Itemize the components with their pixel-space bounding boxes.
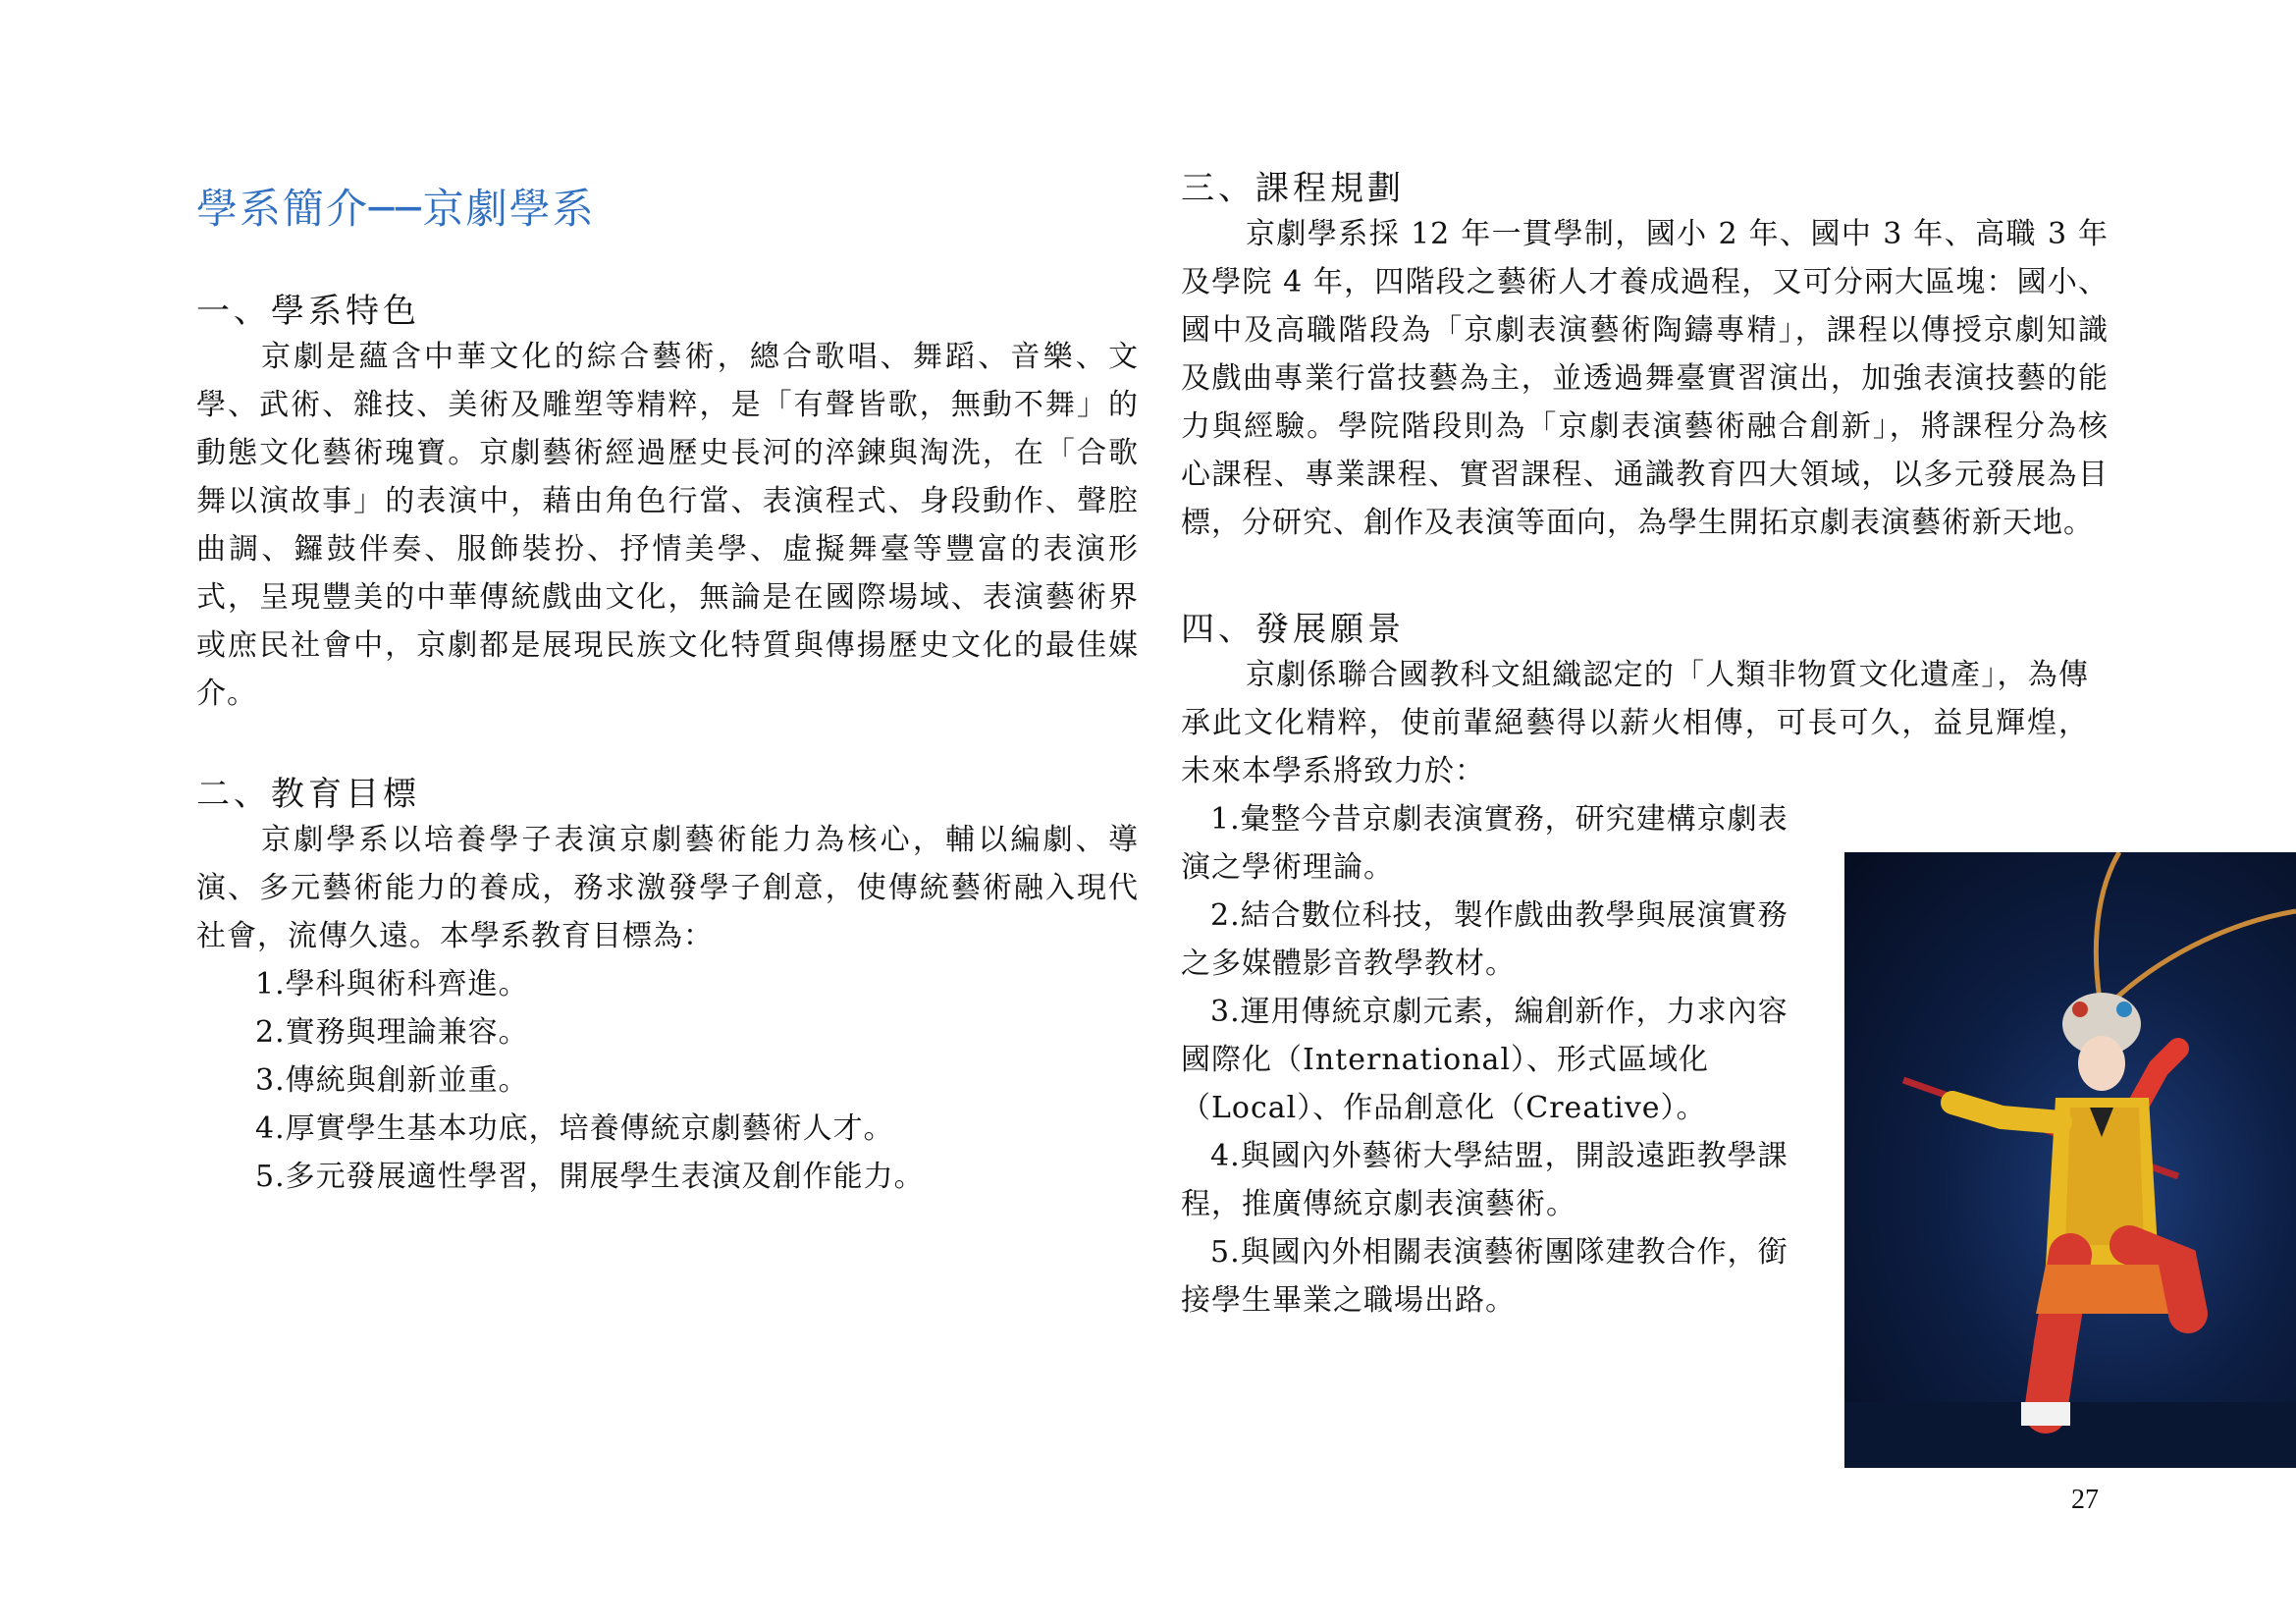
performer-illustration <box>1844 852 2296 1468</box>
section-paragraph: 京劇學系以培養學子表演京劇藝術能力為核心，輔以編劇、導演、多元藝術能力的養成，務求激發學子創意，使傳統藝術融入現代社會，流傳久遠。本學系教育目標為： <box>196 823 1139 953</box>
section-heading: 三、課程規劃 <box>1181 169 1405 208</box>
list-item: 4.與國內外藝術大學結盟，開設遠距教學課程，推廣傳統京劇表演藝術。 <box>1181 1139 1789 1221</box>
list-item: 1.學科與術科齊進。 <box>255 967 529 1001</box>
page-number: 27 <box>2071 1485 2099 1515</box>
list-item: 2.結合數位科技，製作戲曲教學與展演實務之多媒體影音教學教材。 <box>1181 898 1789 981</box>
section-curriculum <box>1181 167 2109 547</box>
list-item: 2.實務與理論兼容。 <box>255 1015 529 1050</box>
section-heading: 二、教育目標 <box>196 775 420 814</box>
goals-list <box>196 960 1139 1201</box>
list-item: 5.與國內外相關表演藝術團隊建教合作，銜接學生畢業之職場出路。 <box>1181 1235 1789 1318</box>
section-education-goals <box>196 773 1139 1201</box>
section-features <box>196 290 1139 718</box>
section-heading: 四、發展願景 <box>1181 610 1405 649</box>
peking-opera-performer-photo <box>1844 852 2296 1468</box>
page-title: 學系簡介──京劇學系 <box>196 185 596 233</box>
list-item: 4.厚實學生基本功底，培養傳統京劇藝術人才。 <box>255 1111 894 1146</box>
list-item: 3.傳統與創新並重。 <box>255 1063 529 1098</box>
section-paragraph: 京劇學系採 12 年一貫學制，國小 2 年、國中 3 年、高職 3 年及學院 4 年，四階段之藝術人才養成過程，又可分兩大區塊：國小、國中及高職階段為「京劇表演藝術陶鑄專精」，課程以傳授京劇知識及戲曲專業行當技藝為主，並透過舞臺實習演出，加強表演技藝的能力與經驗。學院階段則為「京劇表演藝術融合創新」，將課程分為核心課程、專業課程、實習課程、通識教育四大領域，以多元發展為目標，分研究、創作及表演等面向，為學生開拓京劇表演藝術新天地。 <box>1181 217 2109 540</box>
list-item: 1.彙整今昔京劇表演實務，研究建構京劇表演之學術理論。 <box>1181 802 1789 885</box>
section-paragraph: 京劇係聯合國教科文組織認定的「人類非物質文化遺產」，為傳承此文化精粹，使前輩絕藝得以薪火相傳，可長可久，益見輝煌，未來本學系將致力於： <box>1181 658 2089 788</box>
section-paragraph: 京劇是蘊含中華文化的綜合藝術，總合歌唱、舞蹈、音樂、文學、武術、雜技、美術及雕塑等精粹，是「有聲皆歌，無動不舞」的動態文化藝術瑰寶。京劇藝術經過歷史長河的淬鍊與淘洗，在「合歌舞以演故事」的表演中，藉由角色行當、表演程式、身段動作、聲腔曲調、鑼鼓伴奏、服飾裝扮、抒情美學、虛擬舞臺等豐富的表演形式，呈現豐美的中華傳統戲曲文化，無論是在國際場域、表演藝術界或庶民社會中，京劇都是展現民族文化特質與傳揚歷史文化的最佳媒介。 <box>196 340 1139 711</box>
left-column <box>196 290 1139 1201</box>
vision-list <box>1181 795 1809 1325</box>
section-heading: 一、學系特色 <box>196 292 420 331</box>
list-item: 3.運用傳統京劇元素，編創新作，力求內容國際化（International）、形式區域化（Local）、作品創意化（Creative）。 <box>1181 995 1789 1125</box>
list-item: 5.多元發展適性學習，開展學生表演及創作能力。 <box>255 1160 925 1194</box>
